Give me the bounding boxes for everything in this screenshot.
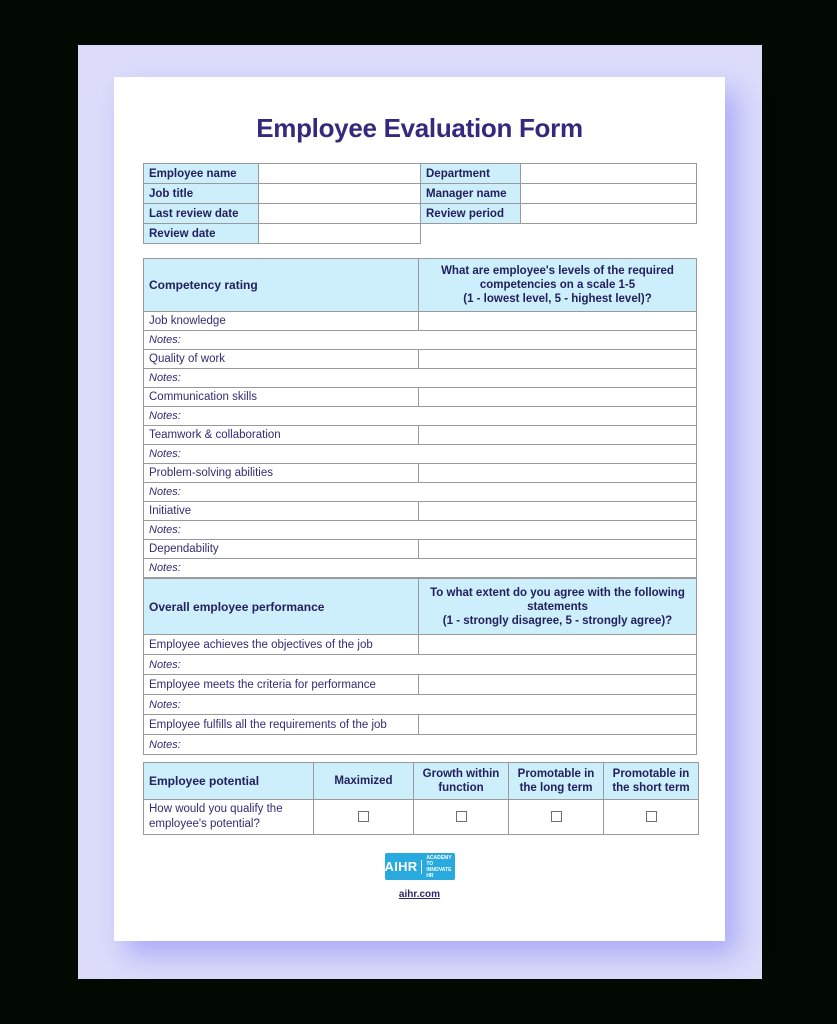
employee-potential-table	[143, 762, 699, 835]
checkbox-cell-promotable-short[interactable]	[604, 800, 699, 835]
info-value-review-period[interactable]	[521, 204, 697, 224]
aihr-logo	[385, 853, 455, 880]
checkbox-icon[interactable]	[456, 811, 467, 822]
info-label-employee-name: Employee name	[144, 164, 259, 184]
notes-cell[interactable]: Notes:	[144, 445, 697, 464]
tagline-line-2: INNOVATE HR	[426, 866, 452, 879]
table-row	[144, 331, 697, 350]
competency-item-cell: Problem-solving abilities	[144, 464, 419, 483]
table-row	[144, 204, 697, 224]
table-row	[144, 224, 697, 244]
aihr-link[interactable]: aihr.com	[398, 889, 441, 900]
competency-scale-header	[419, 259, 697, 312]
notes-cell[interactable]: Notes:	[144, 695, 697, 715]
table-header-row	[144, 259, 697, 312]
scale-legend: (1 - lowest level, 5 - highest level)?	[463, 293, 652, 305]
rating-input-cell[interactable]	[419, 350, 697, 369]
performance-header: Overall employee performance	[144, 579, 419, 635]
table-row	[144, 426, 697, 445]
checkbox-cell-maximized[interactable]	[314, 800, 414, 835]
competency-rating-table	[143, 258, 697, 578]
notes-cell[interactable]: Notes:	[144, 483, 697, 502]
checkbox-icon[interactable]	[646, 811, 657, 822]
rating-input-cell[interactable]	[419, 426, 697, 445]
info-value-employee-name[interactable]	[259, 164, 421, 184]
rating-input-cell[interactable]	[419, 464, 697, 483]
notes-cell[interactable]: Notes:	[144, 331, 697, 350]
checkbox-cell-growth[interactable]	[414, 800, 509, 835]
table-row	[144, 445, 697, 464]
rating-input-cell[interactable]	[419, 312, 697, 331]
table-row	[144, 675, 697, 695]
notes-cell[interactable]: Notes:	[144, 655, 697, 675]
empty-region	[421, 224, 697, 244]
competency-header: Competency rating	[144, 259, 419, 312]
rating-input-cell[interactable]	[419, 502, 697, 521]
rating-input-cell[interactable]	[419, 388, 697, 407]
competency-item-cell: Initiative	[144, 502, 419, 521]
checkbox-cell-promotable-long[interactable]	[509, 800, 604, 835]
table-row	[144, 735, 697, 755]
table-row	[144, 483, 697, 502]
info-label-review-period: Review period	[421, 204, 521, 224]
info-label-manager-name: Manager name	[421, 184, 521, 204]
rating-input-cell[interactable]	[419, 635, 697, 655]
option-header-maximized: Maximized	[314, 763, 414, 800]
table-row	[144, 715, 697, 735]
rating-input-cell[interactable]	[419, 715, 697, 735]
info-value-last-review-date[interactable]	[259, 204, 421, 224]
table-row	[144, 655, 697, 675]
table-row	[144, 164, 697, 184]
performance-scale-header	[419, 579, 697, 635]
statement-cell: Employee meets the criteria for performance	[144, 675, 419, 695]
statement-cell: Employee achieves the objectives of the job	[144, 635, 419, 655]
rating-input-cell[interactable]	[419, 540, 697, 559]
page-title: Employee Evaluation Form	[256, 113, 583, 143]
aihr-logo-tagline	[426, 855, 454, 879]
table-row	[144, 312, 697, 331]
employee-info-table	[143, 163, 697, 244]
table-row	[144, 388, 697, 407]
table-row	[144, 540, 697, 559]
table-header-row	[144, 763, 699, 800]
table-row	[144, 635, 697, 655]
info-value-manager-name[interactable]	[521, 184, 697, 204]
document-page	[114, 77, 725, 941]
scale-legend: (1 - strongly disagree, 5 - strongly agree)?	[442, 614, 673, 627]
overall-performance-table	[143, 578, 697, 755]
info-value-review-date[interactable]	[259, 224, 421, 244]
checkbox-icon[interactable]	[358, 811, 369, 822]
table-row	[144, 464, 697, 483]
table-row	[144, 521, 697, 540]
competency-item-cell: Job knowledge	[144, 312, 419, 331]
rating-input-cell[interactable]	[419, 675, 697, 695]
table-row	[144, 407, 697, 426]
info-value-job-title[interactable]	[259, 184, 421, 204]
logo-divider	[421, 860, 422, 874]
info-label-department: Department	[421, 164, 521, 184]
table-row	[144, 695, 697, 715]
aihr-logo-wordmark: AIHR	[384, 859, 418, 874]
notes-cell[interactable]: Notes:	[144, 521, 697, 540]
info-label-job-title: Job title	[144, 184, 259, 204]
tagline-line-1: ACADEMY TO	[426, 854, 452, 867]
table-row	[144, 350, 697, 369]
scale-question: To what extent do you agree with the following statements	[430, 586, 685, 613]
scale-question: What are employee's levels of the required competencies on a scale 1-5	[441, 265, 674, 291]
competency-item-cell: Quality of work	[144, 350, 419, 369]
competency-item-cell: Communication skills	[144, 388, 419, 407]
potential-header: Employee potential	[144, 763, 314, 800]
option-header-promotable-short: Promotable in the short term	[604, 763, 699, 800]
info-label-review-date: Review date	[144, 224, 259, 244]
lavender-frame	[78, 45, 762, 979]
notes-cell[interactable]: Notes:	[144, 559, 697, 578]
notes-cell[interactable]: Notes:	[144, 407, 697, 426]
notes-cell[interactable]: Notes:	[144, 369, 697, 388]
statement-cell: Employee fulfills all the requirements of the job	[144, 715, 419, 735]
table-row	[144, 184, 697, 204]
info-label-last-review-date: Last review date	[144, 204, 259, 224]
option-header-promotable-long: Promotable in the long term	[509, 763, 604, 800]
footer-link-wrap	[114, 884, 725, 902]
checkbox-icon[interactable]	[551, 811, 562, 822]
info-value-department[interactable]	[521, 164, 697, 184]
option-header-growth: Growth within function	[414, 763, 509, 800]
notes-cell[interactable]: Notes:	[144, 735, 697, 755]
table-header-row	[144, 579, 697, 635]
table-row	[144, 369, 697, 388]
competency-item-cell: Teamwork & collaboration	[144, 426, 419, 445]
table-row	[144, 559, 697, 578]
potential-question-cell: How would you qualify the employee's potential?	[144, 800, 314, 835]
competency-item-cell: Dependability	[144, 540, 419, 559]
table-row	[144, 502, 697, 521]
table-row	[144, 800, 699, 835]
